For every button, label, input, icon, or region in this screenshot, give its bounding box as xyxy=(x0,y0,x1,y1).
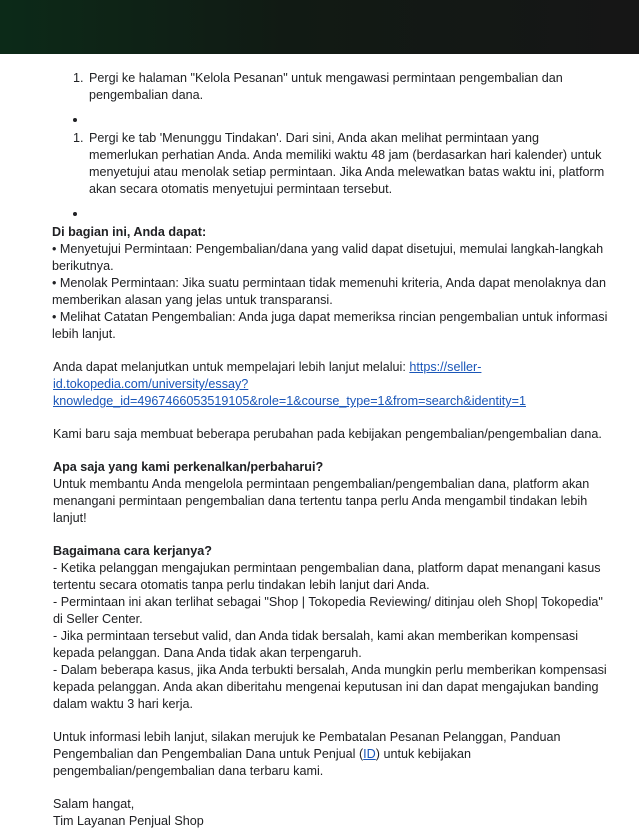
message-body xyxy=(0,54,639,830)
learn-more-paragraph xyxy=(53,359,609,410)
learn-more-text: Anda dapat melanjutkan untuk mempelajari lebih lanjut melalui: xyxy=(53,360,410,374)
how-item: - Jika permintaan tersebut valid, dan Anda tidak bersalah, kami akan memberikan kompensasi kepada pelanggan. Dana Anda tidak akan terpengaruh. xyxy=(53,629,579,660)
bullet-reject: • Menolak Permintaan: Jika suatu permintaan tidak memenuhi kriteria, Anda dapat menolaknya dan memberikan alasan yang jelas untuk transparansi. xyxy=(52,276,606,307)
what-new-heading: Apa saja yang kami perkenalkan/perbaharui? xyxy=(53,460,324,474)
how-it-works-heading: Bagaimana cara kerjanya? xyxy=(53,544,212,558)
how-item: - Dalam beberapa kasus, jika Anda terbukti bersalah, Anda mungkin perlu memberikan kompensasi kepada pelanggan. Anda akan diberitahu mengenai keputusan ini dan dapat mengajukan banding dalam waktu 3 hari kerja. xyxy=(53,663,607,711)
top-header-bar xyxy=(0,0,639,54)
empty-bullet-list xyxy=(53,205,609,217)
steps-list xyxy=(53,130,609,198)
empty-bullet xyxy=(87,111,609,123)
signoff xyxy=(53,796,609,830)
id-guide-link[interactable]: ID xyxy=(363,747,376,761)
bullet-view-records: • Melihat Catatan Pengembalian: Anda juga dapat memeriksa rincian pengembalian untuk informasi lebih lanjut. xyxy=(52,310,608,341)
bullet-approve: • Menyetujui Permintaan: Pengembalian/dana yang valid dapat disetujui, memulai langkah-langkah berikutnya. xyxy=(52,242,604,273)
policy-change-text: Kami baru saja membuat beberapa perubahan pada kebijakan pengembalian/pengembalian dana. xyxy=(53,427,602,441)
how-it-works-section xyxy=(53,543,609,713)
team-name: Tim Layanan Penjual Shop xyxy=(53,814,204,828)
what-new-body: Untuk membantu Anda mengelola permintaan pengembalian/pengembalian dana, platform akan menangani permintaan pengembalian dana tertentu tanpa perlu Anda mengambil tindakan lebih lanjut! xyxy=(53,477,590,525)
step-item: 1. Pergi ke tab 'Menunggu Tindakan'. Dari sini, Anda akan melihat permintaan yang memerlukan perhatian Anda. Anda memiliki waktu 48 jam (berdasarkan hari kalender) untuk menyetujui atau menolak setiap permintaan. Jika Anda melewatkan batas waktu ini, platform akan secara otomatis menyetujui permintaan tersebut. xyxy=(87,130,609,198)
how-item: - Ketika pelanggan mengajukan permintaan pengembalian dana, platform dapat menangani kasus tertentu secara otomatis tanpa perlu tindakan lebih lanjut dari Anda. xyxy=(53,561,601,592)
university-link[interactable]: https://seller- id.tokopedia.com/university/essay? knowledge_id=4967466053519105&role=1&course_type=1&from=search&identity=1 xyxy=(53,360,526,408)
what-new-section xyxy=(53,459,609,527)
step-item: 1. Pergi ke halaman "Kelola Pesanan" untuk mengawasi permintaan pengembalian dan pengembalian dana. xyxy=(87,70,609,104)
section-heading: Di bagian ini, Anda dapat: xyxy=(52,225,207,239)
greeting: Salam hangat, xyxy=(53,797,135,811)
more-info-paragraph: Untuk informasi lebih lanjut, silakan merujuk ke Pembatalan Pesanan Pelanggan, Panduan Pengembalian dan Pengembalian Dana untuk Penjual (ID) untuk kebijakan pengembalian/pengembalian dana terbaru kami. xyxy=(53,730,561,778)
empty-bullet-list xyxy=(53,111,609,123)
empty-bullet xyxy=(87,205,609,217)
steps-list xyxy=(53,70,609,104)
how-item: - Permintaan ini akan terlihat sebagai "Shop | Tokopedia Reviewing/ ditinjau oleh Shop| Tokopedia" di Seller Center. xyxy=(53,595,603,626)
section-in-this-part xyxy=(52,224,609,343)
